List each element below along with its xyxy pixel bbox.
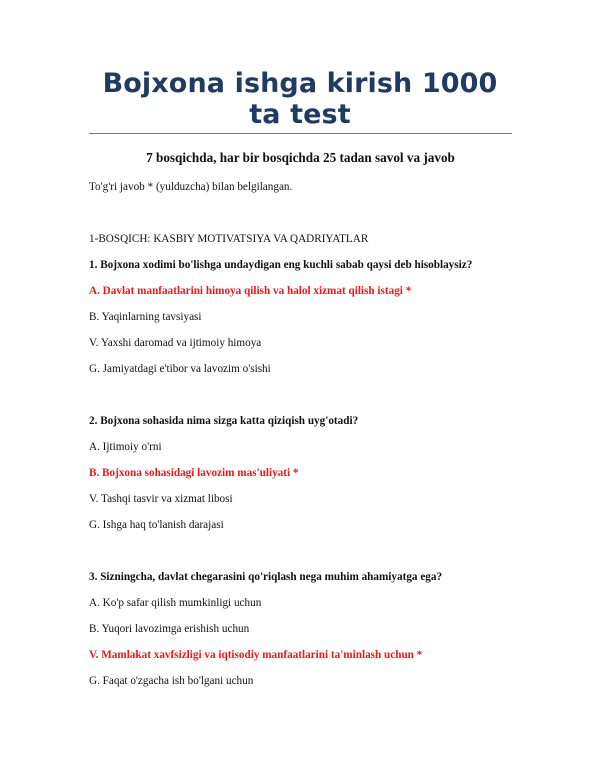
answer-option: A. Ko'p safar qilish mumkinligi uchun — [89, 597, 262, 609]
document-title: Bojxona ishga kirish 1000 ta test — [102, 68, 498, 130]
answer-option: A. Ijtimoiy o'rni — [89, 441, 162, 453]
intro-note: To'g'ri javob * (yulduzcha) bilan belgilangan. — [89, 181, 293, 193]
document-subtitle: 7 bosqichda, har bir bosqichda 25 tadan savol va javob — [146, 150, 455, 165]
question-text: 3. Sizningcha, davlat chegarasini qo'riqlash nega muhim ahamiyatga ega? — [89, 571, 443, 583]
question-text: 2. Bojxona sohasida nima sizga katta qiziqish uyg'otadi? — [89, 415, 359, 427]
answer-option: B. Yaqinlarning tavsiyasi — [89, 311, 202, 323]
title-underline — [89, 133, 512, 134]
answer-option: G. Jamiyatdagi e'tibor va lavozim o'sishi — [89, 363, 271, 375]
question-text: 1. Bojxona xodimi bo'lishga undaydigan eng kuchli sabab qaysi deb hisoblaysiz? — [89, 259, 473, 271]
answer-option-correct: A. Davlat manfaatlarini himoya qilish va halol xizmat qilish istagi * — [89, 285, 412, 297]
answer-option: V. Tashqi tasvir va xizmat libosi — [89, 493, 233, 505]
answer-option: G. Faqat o'zgacha ish bo'lgani uchun — [89, 675, 254, 687]
section-heading: 1-BOSQICH: KASBIY MOTIVATSIYA VA QADRIYATLAR — [89, 233, 369, 245]
answer-option-correct: V. Mamlakat xavfsizligi va iqtisodiy manfaatlarini ta'minlash uchun * — [89, 649, 423, 661]
answer-option-correct: B. Bojxona sohasidagi lavozim mas'uliyati * — [89, 467, 299, 479]
answer-option: B. Yuqori lavozimga erishish uchun — [89, 623, 250, 635]
answer-option: G. Ishga haq to'lanish darajasi — [89, 519, 224, 531]
answer-option: V. Yaxshi daromad va ijtimoiy himoya — [89, 337, 262, 349]
